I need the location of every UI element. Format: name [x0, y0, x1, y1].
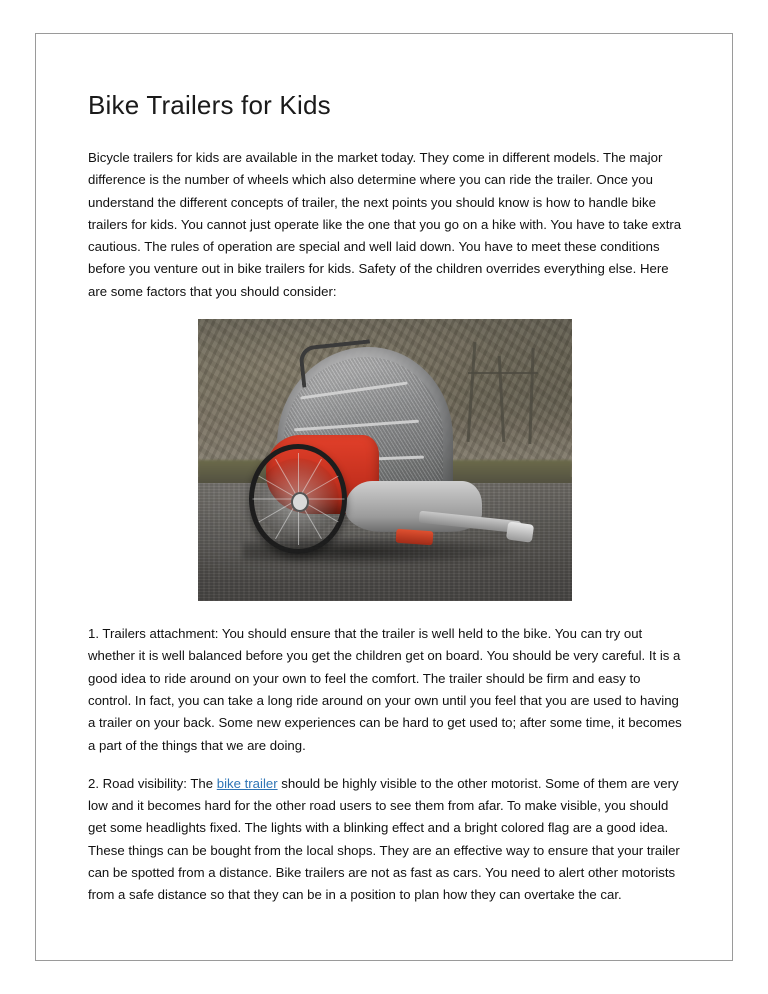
trailer-wheel — [249, 444, 347, 553]
paragraph-road-visibility — [88, 773, 682, 907]
figure-bike-trailer — [88, 319, 682, 601]
document-content — [88, 89, 682, 923]
paragraph-road-visibility-before: 2. Road visibility: The — [88, 775, 217, 791]
paragraph-road-visibility-after: should be highly visible to the other motorist. Some of them are very low and it becomes hard for the other road users to see them from afar. To make visible, you should get some headlights fixed. The lights with a blinking effect and a bright colored flag are a good idea. These things can be bought from the local shops. They are an effective way to ensure that your trailer can be spotted from a distance. Bike trailers are not as fast as cars. You need to alert other motorists from a safe distance so that they can be in a position to plan how they can overtake the car. — [88, 775, 680, 903]
bike-trailer-photo — [198, 319, 572, 601]
trailer-wheel-hub — [291, 492, 309, 512]
document-page — [35, 33, 733, 961]
paragraph-intro: Bicycle trailers for kids are available in the market today. They come in different models. The major difference is the number of wheels which also determine where you can ride the trailer. Once you understand the different concepts of trailer, the next points you should know is how to handle bike trailers for kids. You cannot just operate like the one that you go on a hike with. You have to take extra cautious. The rules of operation are special and well laid down. You have to meet these conditions before you venture out in bike trailers for kids. Safety of the children overrides everything else. Here are some factors that you should consider: — [88, 150, 682, 299]
page-title: Bike Trailers for Kids — [88, 90, 331, 120]
paragraph-trailers-attachment: 1. Trailers attachment: You should ensure that the trailer is well held to the bike. You can try out whether it is well balanced before you get the children get on board. You should be very careful. It is a good idea to ride around on your own to feel the comfort. The trailer should be firm and easy to control. In fact, you can take a long ride around on your own until you feel that you are used to having a trailer on your back. Some new experiences can be hard to get used to; after some time, it becomes a part of the things that we are doing. — [88, 626, 682, 753]
bike-trailer-link[interactable]: bike trailer — [216, 775, 278, 791]
trailer-handle — [298, 339, 374, 387]
trailer-hitch-coupler — [506, 521, 534, 543]
bike-trailer-illustration — [243, 347, 527, 578]
trailer-support-foot — [396, 529, 434, 545]
